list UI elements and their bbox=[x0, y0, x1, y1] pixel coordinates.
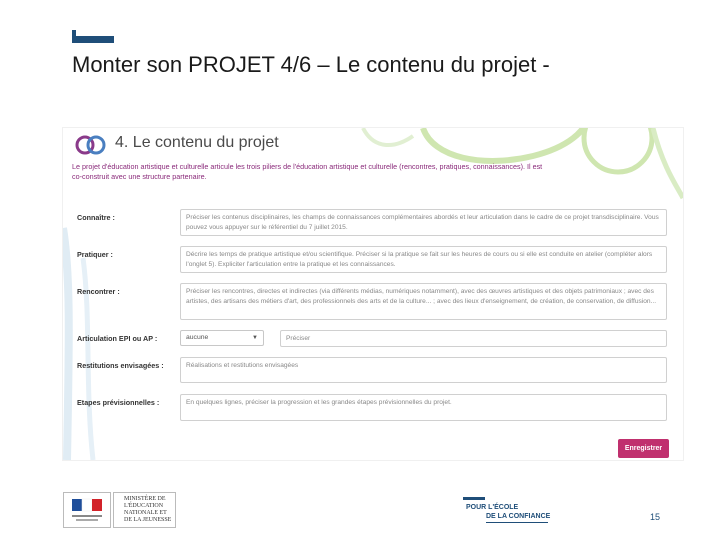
label-restitutions: Restitutions envisagées : bbox=[77, 361, 164, 370]
rencontrer-field[interactable]: Préciser les rencontres, directes et indirectes (via différents médias, numériques notamment), avec des œuvres artistiques et des objets patrimoniaux ; avec des artistes, des artisans des métiers d'art, des professionnels des arts et de la culture... ; avec des lieux d'enseignement, de création, de conservation, de diffusion... bbox=[180, 283, 667, 320]
form-header bbox=[63, 128, 683, 158]
ministere-logo bbox=[113, 492, 176, 528]
epi-ap-select-value: aucune bbox=[186, 334, 209, 341]
pratiquer-field[interactable]: Décrire les temps de pratique artistique et/ou scientifique. Préciser si la pratique se fait sur les heures de cours ou si elle est conduite en atelier (compléter alors l'onglet 5). Expliciter l'articulation entre la pratique et les connaissances. bbox=[180, 246, 667, 273]
marianne-flag-icon bbox=[64, 493, 110, 527]
articulation-precision-field[interactable]: Préciser bbox=[280, 330, 667, 347]
epi-ap-select[interactable] bbox=[180, 330, 264, 346]
label-rencontrer: Rencontrer : bbox=[77, 287, 120, 296]
etapes-field[interactable]: En quelques lignes, préciser la progression et les grandes étapes prévisionnelles du projet. bbox=[180, 394, 667, 421]
save-button[interactable]: Enregistrer bbox=[618, 439, 669, 458]
label-articulation: Articulation EPI ou AP : bbox=[77, 334, 158, 343]
chevron-down-icon: ▼ bbox=[252, 335, 258, 341]
form-title: 4. Le contenu du projet bbox=[115, 134, 279, 151]
eac-logo-icon bbox=[75, 133, 107, 157]
ecole-accent-bar bbox=[463, 497, 485, 500]
label-pratiquer: Pratiquer : bbox=[77, 250, 113, 259]
connaitre-field[interactable]: Préciser les contenus disciplinaires, les champs de connaissances complémentaires abordés et leur articulation dans le cadre de ce projet transdisciplinaire. Vous pouvez vous appuyer sur le référentiel du 7 juillet 2015. bbox=[180, 209, 667, 236]
label-etapes: Etapes prévisionnelles : bbox=[77, 398, 160, 407]
title-accent-bar bbox=[72, 36, 114, 43]
ecole-confiance-line1: POUR L'ÉCOLE bbox=[466, 504, 519, 511]
form-intro: Le projet d'éducation artistique et culturelle articule les trois piliers de l'éducation artistique et culturelle (rencontres, pratiques, connaissances). Il est co-construit avec une structure partenaire. bbox=[72, 162, 543, 181]
ecole-confiance-line2: DE LA CONFIANCE bbox=[486, 513, 551, 520]
slide-title: Monter son PROJET 4/6 – Le contenu du projet - bbox=[72, 52, 550, 77]
page-number: 15 bbox=[650, 512, 661, 522]
label-connaitre: Connaître : bbox=[77, 213, 115, 222]
form-screenshot bbox=[63, 128, 683, 460]
republique-francaise-logo bbox=[63, 492, 111, 528]
ecole-underline bbox=[486, 522, 548, 523]
ministere-text: MINISTÈRE DE L'ÉDUCATION NATIONALE ET DE LA JEUNESSE bbox=[124, 496, 172, 523]
restitutions-field[interactable]: Réalisations et restitutions envisagées bbox=[180, 357, 667, 383]
